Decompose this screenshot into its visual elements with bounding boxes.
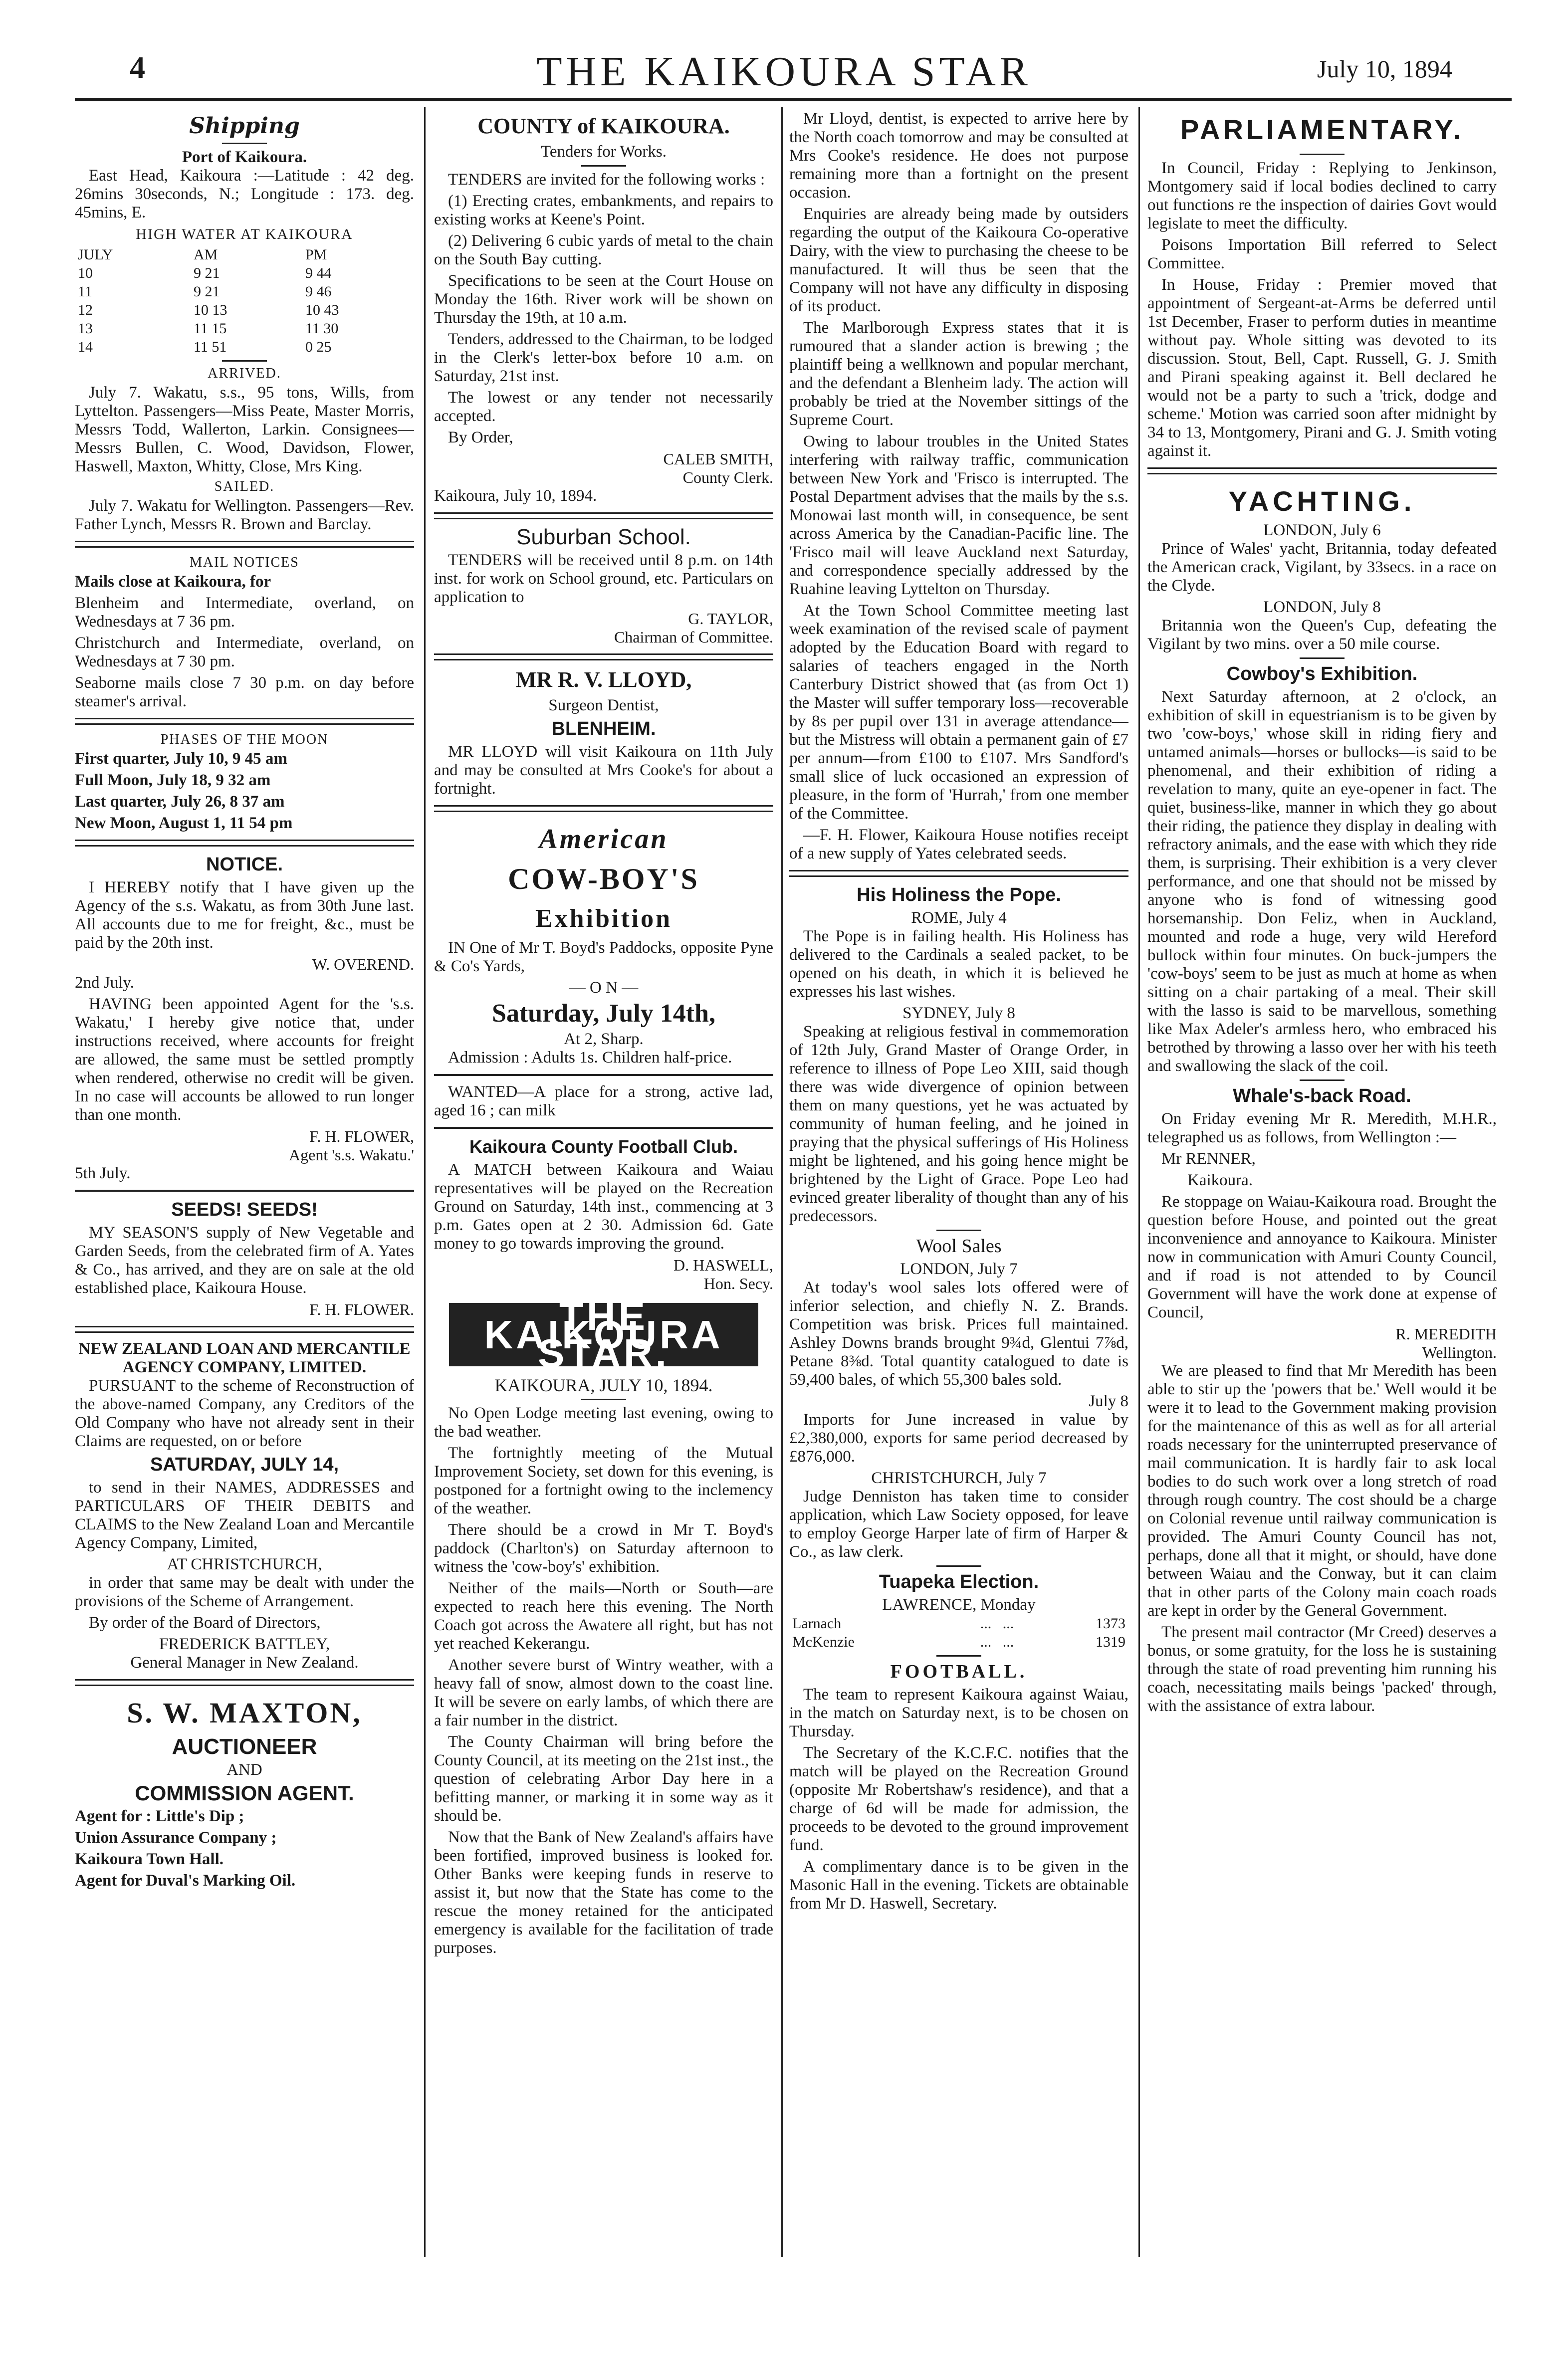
cell: 14 [78, 339, 93, 355]
cell: 11 51 [193, 339, 227, 355]
cell: 11 15 [193, 320, 227, 337]
divider [222, 143, 267, 144]
american-heading: American [539, 824, 669, 855]
seeds-text: MY SEASON'S supply of New Vegetable and Garden Seeds, from the celebrated firm of A. Yates & Co., has arrived, and they are on sale at the old established place, Kaikoura House. [75, 1224, 414, 1297]
divider [936, 1230, 981, 1231]
table-row [789, 1614, 1128, 1633]
cowboys-heading: COW-BOY'S [508, 862, 699, 895]
notice-date: 5th July. [75, 1164, 131, 1182]
parliamentary-heading: PARLIAMENTARY. [1180, 114, 1464, 145]
table-row [75, 338, 414, 356]
news-item: Enquiries are already being made by outsiders regarding the output of the Kaikoura Co-operative Dairy, with the view to purchasing the cheese to be manufactured. It will thus be seen that the Company will not have any difficulty in disposing of its product. [789, 205, 1128, 315]
wool-heading: Wool Sales [916, 1236, 1002, 1257]
tuapeka-heading: Tuapeka Election. [879, 1571, 1039, 1592]
news-item: Another severe burst of Wintry weather, with a heavy fall of snow, almost down to the coast line. It will be severe on early lambs, of which there are a fair number in the district. [434, 1656, 773, 1729]
news-item: The County Chairman will bring before the County Council, at its meeting on the 21st inst., the question of celebrating Arbor Day here in a befitting manner, or marking it in some way as it should be. [434, 1733, 773, 1825]
tender-text: TENDERS are invited for the following works : [448, 171, 765, 189]
editorial-date: KAIKOURA, JULY 10, 1894. [494, 1375, 713, 1395]
seeds-heading: SEEDS! SEEDS! [171, 1199, 318, 1220]
whaleback-heading: Whale's-back Road. [1233, 1085, 1411, 1106]
news-item: Judge Denniston has taken time to consider application, which Law Society opposed, for leave to employ George Harper late of firm of Harper & Co., as law clerk. [789, 1488, 1128, 1561]
cell: 0 25 [305, 339, 332, 355]
tender-text: Tenders, addressed to the Chairman, to be lodged in the Clerk's letter-box before 10 a.m. on Saturday, 21st inst. [434, 330, 773, 385]
high-water-heading: HIGH WATER AT KAIKOURA [136, 226, 353, 242]
news-item: Now that the Bank of New Zealand's affairs have been fortified, improved business is looked for. Other Banks were keeping funds in reserve to assist it, but now that the State has come to the rescue the money retained for the anticipated emergency is available for the facilitation of trade purposes. [434, 1828, 773, 1957]
nz-loan-heading: NEW ZEALAND LOAN AND MERCANTILE AGENCY COMPANY, LIMITED. [78, 1340, 411, 1376]
news-item: On Friday evening Mr R. Meredith, M.H.R., telegraphed us as follows, from Wellington :— [1147, 1110, 1497, 1146]
dateline: LONDON, July 7 [900, 1260, 1018, 1278]
news-item: Imports for June increased in value by £2,380,000, exports for same period decreased by £876,000. [789, 1411, 1128, 1466]
nz-text: PURSUANT to the scheme of Reconstruction of the above-named Company, any Creditors of the Old Company who have not already sent in their Claims are requested, on or before [75, 1377, 414, 1450]
cell: 10 [78, 265, 93, 281]
news-item: The Marlborough Express states that it is rumoured that a slander action is brewing ; the plaintiff being a wellknown and popular merchant, and the defendant a Blenheim lady. The action will probably be tried at the November sittings of the Supreme Court. [789, 319, 1128, 429]
dots: ... ... [980, 1615, 1014, 1632]
arrived-text: July 7. Wakatu, s.s., 95 tons, Wills, from Lyttelton. Passengers—Miss Peate, Master Morris, Messrs Todd, Wallerton, Larkin. Consignees—Messrs Bullen, C. Wood, Davidson, Flower, Haswell, Maxton, Whitty, Close, Mrs King. [75, 384, 414, 475]
notice-text: HAVING been appointed Agent for the 's.s. Wakatu,' I hereby give notice that, under instructions received, where accounts for freight are allowed, the same must be settled promptly when rendered, otherwise no credit will be given. In no case will accounts be allowed to run longer than one month. [75, 995, 414, 1124]
cell: 10 43 [305, 302, 339, 318]
port-heading: Port of Kaikoura. [182, 148, 307, 166]
mail-line: Christchurch and Intermediate, overland, on Wednesdays at 7 30 pm. [75, 634, 414, 670]
cell: 9 21 [193, 283, 220, 300]
school-text: TENDERS will be received until 8 p.m. on 14th inst. for work on School ground, etc. Particulars on application to [434, 551, 773, 606]
election-table [789, 1614, 1128, 1651]
column-1 [75, 110, 414, 2255]
notice-text: I HEREBY notify that I have given up the Agency of the s.s. Wakatu, as from 30th June last. All accounts due to me for freight, &c., must be paid by the 20th inst. [75, 878, 414, 952]
news-item: Britannia won the Queen's Cup, defeating the Vigilant by two mins. over a 50 mile course. [1147, 617, 1497, 653]
divider [581, 1399, 626, 1400]
news-item: In Council, Friday : Replying to Jenkinson, Montgomery said if local bodies declined to carry out functions re the inspection of dairies Govt would legislate to meet the difficulty. [1147, 159, 1497, 232]
divider [75, 840, 414, 847]
signature: Wellington. [1422, 1343, 1497, 1361]
time-text: At 2, Sharp. [564, 1030, 644, 1048]
arrived-heading: ARRIVED. [208, 366, 281, 381]
col-header: AM [193, 246, 218, 263]
dateline: LONDON, July 6 [1263, 521, 1381, 539]
divider [222, 360, 267, 362]
cell: 13 [78, 320, 93, 337]
agent-line: Union Assurance Company ; [75, 1829, 277, 1847]
nz-location: AT CHRISTCHURCH, [167, 1555, 322, 1573]
moon-line: First quarter, July 10, 9 45 am [75, 750, 287, 768]
news-item: Prince of Wales' yacht, Britannia, today defeated the American crack, Vigilant, by 33secs. in a race on the Clyde. [1147, 540, 1497, 595]
newspaper-title: THE KAIKOURA STAR [536, 48, 1032, 95]
page-number: 4 [130, 51, 145, 85]
county-heading: COUNTY of KAIKOURA. [477, 114, 730, 138]
lloyd-text: MR LLOYD will visit Kaikoura on 11th July and may be consulted at Mrs Cooke's for about a fortnight. [434, 743, 773, 798]
column-divider [424, 107, 426, 2257]
signature: FREDERICK BATTLEY, [159, 1635, 330, 1653]
lloyd-heading: MR R. V. LLOYD, [515, 667, 692, 692]
news-item: No Open Lodge meeting last evening, owing to the bad weather. [434, 1404, 773, 1441]
auctioneer-heading: AUCTIONEER [172, 1734, 317, 1759]
signature: F. H. FLOWER. [309, 1300, 414, 1318]
divider [75, 541, 414, 548]
addressee: Kaikoura. [1187, 1171, 1253, 1189]
candidate: McKenzie [792, 1634, 855, 1650]
news-item: —F. H. Flower, Kaikoura House notifies receipt of a new supply of Yates celebrated seeds. [789, 826, 1128, 862]
news-item: The team to represent Kaikoura against Waiau, in the match on Saturday next, is to be chosen on Thursday. [789, 1686, 1128, 1740]
football-text: A MATCH between Kaikoura and Waiau representatives will be played on the Recreation Ground on Saturday, 14th inst., commencing at 3 p.m. Gates open at 2 30. Admission 6d. Gate money to go towards improving the ground. [434, 1161, 773, 1253]
mail-heading: MAIL NOTICES [190, 555, 299, 570]
divider [936, 1655, 981, 1657]
divider [75, 718, 414, 725]
agent-line: Kaikoura Town Hall. [75, 1850, 224, 1868]
signature: County Clerk. [682, 468, 773, 486]
exhibition-heading: Exhibition [535, 904, 672, 933]
moon-heading: PHASES OF THE MOON [160, 732, 329, 747]
news-item: The fortnightly meeting of the Mutual Improvement Society, set down for this evening, is postponed for a fortnight owing to the inclemency of the weather. [434, 1444, 773, 1517]
divider [75, 1190, 414, 1192]
sailed-text: July 7. Wakatu for Wellington. Passengers—Rev. Father Lynch, Messrs R. Brown and Barclay. [75, 497, 414, 533]
dots: ... ... [980, 1634, 1014, 1650]
addressee: Mr RENNER, [1161, 1150, 1256, 1168]
dateline: July 8 [1089, 1392, 1128, 1410]
table-row [75, 301, 414, 319]
and-text: AND [226, 1761, 262, 1779]
football-club-heading: Kaikoura County Football Club. [469, 1136, 738, 1157]
nz-date: SATURDAY, JULY 14, [150, 1454, 339, 1475]
divider [936, 1565, 981, 1567]
tender-date: Kaikoura, July 10, 1894. [434, 487, 597, 505]
news-item: Neither of the mails—North or South—are expected to reach here this evening. The North Coach got across the Awatere all right, but has not yet reached Kekerangu. [434, 1579, 773, 1653]
signature: Hon. Secy. [703, 1275, 773, 1292]
table-row [75, 282, 414, 301]
col-header: JULY [78, 246, 113, 263]
table-row [789, 1633, 1128, 1651]
nz-text: By order of the Board of Directors, [89, 1614, 321, 1632]
news-item: In House, Friday : Premier moved that appointment of Sergeant-at-Arms be deferred until 1st December, Fraser to perform duties in meantime without pay. Whole sitting was devoted to its discussion. Stout, Bell, Capt. Russell, G. J. Smith and Pirani speaking against it. Bell declared he would not be a party to such a 'trick, dodge and scheme.' Motion was carried soon after midnight by 34 to 13, Montgomery, Pirani and G. J. Smith voting against it. [1147, 276, 1497, 460]
cell: 9 44 [305, 265, 332, 281]
high-water-table [75, 245, 414, 356]
news-item: There should be a crowd in Mr T. Boyd's paddock (Charlton's) on Saturday afternoon to witness the 'cow-boy's' exhibition. [434, 1521, 773, 1576]
news-item: Speaking at religious festival in commemoration of 12th July, Grand Master of Orange Order, in reference to illness of Pope Leo XIII, said though there was wide divergence of opinion between them on many questions, yet he was actuated by community of human feeling, and he joined in praying that the physical sufferings of His Holiness might be lightened, and his going hence might be brightened by the Light of Grace. Pope Leo had evinced greater liberality of thought than any of his predecessors. [789, 1023, 1128, 1225]
divider [434, 653, 773, 660]
candidate: Larnach [792, 1615, 842, 1632]
table-row [75, 319, 414, 338]
news-item: Next Saturday afternoon, at 2 o'clock, an exhibition of skill in equestrianism is to be given by two 'cow-boys,' whose skill in riding fiery and untamed animals—horses or bullocks—is said to be phenomenal, and their exhibition of riding a revelation to many, quite an eye-opener in fact. The quiet, business-like, manner in which they go about their riding, the patience they display in dealing with refractory animals, and the ease with which they ride them, is surprising. Their exhibition is a very clever performance, and one that should not be missed by anyone who is fond of witnessing good horsemanship. Don Feliz, when in Auckland, mounted and rode a huge, very wild Hereford bullock within four minutes. On buck-jumpers the 'cow-boys' seem to be just as much at home as when sitting on a chair partaking of a meal. Their skill with the lasso is said to be marvellous, something like Max Adeler's armless hero, who embraced his betrothed by throwing a lasso over her with his teeth and swallowing the slack of the coil. [1147, 688, 1497, 1075]
news-item: We are pleased to find that Mr Meredith has been able to stir up the 'powers that be.' Well would it be were it to lead to the Government making provision for the maintenance of this as well as for all arterial roads necessary for the uninterrupted preservance of mail communication. It is hardly fair to ask local bodies to do such work over a long stretch of road through rough country. The cost should be a charge on Colonial revenue until railway communication is provided. The Amuri County Council has not, perhaps, done all that it might, or should, have done between Waiau and the Conway, but it can claim that in other parts of the Colony main coach roads are kept in order by the General Government. [1147, 1362, 1497, 1620]
nz-text: to send in their NAMES, ADDRESSES and PARTICULARS OF THEIR DEBITS and CLAIMS to the New Zealand Loan and Mercantile Agency Company, Limited, [75, 1479, 414, 1552]
signature: W. OVEREND. [312, 955, 414, 973]
signature: R. MEREDITH [1395, 1325, 1497, 1343]
divider [1300, 657, 1344, 659]
tender-text: Specifications to be seen at the Court House on Monday the 16th. River work will be shown on Thursday the 19th, at 10 a.m. [434, 272, 773, 327]
masthead [0, 47, 1568, 112]
header-rule [75, 98, 1512, 101]
tender-text: (2) Delivering 6 cubic yards of metal to the chain on the South Bay cutting. [434, 232, 773, 268]
news-item: Owing to labour troubles in the United States interfering with railway traffic, communication between New York and 'Frisco is interrupted. The Postal Department advises that the mails by the s.s. Monowai last month will, in consequence, be sent across America by the Canadian-Pacific line. The 'Frisco mail will leave Auckland next Saturday, and correspondence specially addressed by the Ruahine leaving Lyttelton on Thursday. [789, 432, 1128, 598]
port-text: East Head, Kaikoura :—Latitude : 42 deg. 26mins 30seconds, N.; Longitude : 173. deg. 45mins, E. [75, 167, 414, 221]
tender-text: By Order, [448, 429, 513, 446]
votes: 1373 [1096, 1615, 1125, 1632]
signature: General Manager in New Zealand. [130, 1654, 359, 1672]
votes: 1319 [1096, 1634, 1125, 1650]
issue-date: July 10, 1894 [1317, 55, 1452, 83]
cell: 9 46 [305, 283, 332, 300]
maxton-heading: S. W. MAXTON, [127, 1697, 362, 1729]
divider [1147, 467, 1497, 474]
news-item: At today's wool sales lots offered were of inferior selection, and chiefly N. Z. Brands. Competition was brisk. Prices full maintained. Ashley Downs brands brought 9¾d, Glentui 7⅞d, Petane 8⅜d. Total quantity catalogued to date is 59,400 bales, of which 55,300 bales sold. [789, 1279, 1128, 1389]
sailed-heading: SAILED. [214, 479, 275, 494]
news-item: The present mail contractor (Mr Creed) deserves a bonus, or some gratuity, for the loss he is sustaining through the state of road preventing him running his coach, necessitating mails beings 'packed' through, with the assistance of extra labour. [1147, 1623, 1497, 1715]
column-divider [1138, 107, 1140, 2257]
col-header: PM [305, 246, 327, 263]
pope-heading: His Holiness the Pope. [857, 884, 1061, 905]
news-item: Re stoppage on Waiau-Kaikoura road. Brought the question before House, and pointed out the great inconvenience and annoyance to Kaikoura. Minister now in communication with Amuri County Council, and if road is not attended to by Council Government will have the work done at expense of Council, [1147, 1193, 1497, 1321]
cowboy-heading: Cowboy's Exhibition. [1226, 663, 1418, 684]
signature: CALEB SMITH, [663, 450, 773, 468]
column-3 [789, 110, 1128, 2255]
moon-line: New Moon, August 1, 11 54 pm [75, 814, 293, 832]
cell: 11 [78, 283, 92, 300]
dateline: ROME, July 4 [911, 909, 1007, 927]
on-text: — O N — [569, 979, 639, 997]
divider [434, 512, 773, 519]
mail-line: Seaborne mails close 7 30 p.m. on day before steamer's arrival. [75, 674, 414, 710]
divider [434, 1127, 773, 1129]
signature: D. HASWELL, [673, 1256, 773, 1274]
divider [1300, 1079, 1344, 1081]
news-item: The Pope is in failing health. His Holiness has delivered to the Cardinals a sealed packet, to be opened on his death, in which it is believed he expresses his last wishes. [789, 927, 1128, 1001]
cell: 9 21 [193, 265, 220, 281]
dateline: CHRISTCHURCH, July 7 [871, 1469, 1047, 1487]
column-divider [781, 107, 783, 2257]
moon-line: Full Moon, July 18, 9 32 am [75, 771, 271, 789]
cell: 10 13 [193, 302, 227, 318]
shipping-heading: Shipping [189, 113, 300, 139]
tender-text: The lowest or any tender not necessarily accepted. [434, 389, 773, 425]
cell: 12 [78, 302, 93, 318]
divider [75, 1679, 414, 1686]
blenheim-heading: BLENHEIM. [551, 718, 656, 739]
lloyd-subheading: Surgeon Dentist, [548, 696, 659, 714]
signature: Agent 's.s. Wakatu.' [289, 1146, 414, 1164]
notice-heading: NOTICE. [206, 854, 283, 875]
football-heading: FOOTBALL. [890, 1661, 1028, 1682]
signature: Chairman of Committee. [614, 628, 773, 646]
tender-text: (1) Erecting crates, embankments, and repairs to existing works at Keene's Point. [434, 192, 773, 228]
column-4 [1147, 110, 1497, 2255]
dateline: LAWRENCE, Monday [882, 1596, 1036, 1614]
star-banner: THE KAIKOURA STAR. [449, 1303, 758, 1366]
mail-line: Blenheim and Intermediate, overland, on Wednesdays at 7 36 pm. [75, 594, 414, 631]
dateline: LONDON, July 8 [1263, 598, 1381, 616]
dateline: SYDNEY, July 8 [902, 1004, 1015, 1022]
admission-text: Admission : Adults 1s. Children half-price. [448, 1049, 732, 1067]
news-item: The Secretary of the K.C.F.C. notifies that the match will be played on the Recreation Ground (opposite Mr Robertshaw's residence), and that a charge of 6d will be made for admission, the proceeds to be devoted to the ground improvement fund. [789, 1744, 1128, 1854]
news-item: Mr Lloyd, dentist, is expected to arrive here by the North coach tomorrow and may be consulted at Mrs Cooke's residence. He does not purpose remaining more than a fortnight on the present occasion. [789, 110, 1128, 202]
saturday-heading: Saturday, July 14th, [492, 999, 715, 1028]
divider [434, 805, 773, 812]
agent-line: Agent for : Little's Dip ; [75, 1807, 244, 1825]
news-item: A complimentary dance is to be given in the Masonic Hall in the evening. Tickets are obtainable from Mr D. Haswell, Secretary. [789, 1858, 1128, 1913]
divider [1300, 154, 1344, 155]
divider [581, 165, 626, 167]
divider [75, 1326, 414, 1333]
tenders-subheading: Tenders for Works. [541, 143, 667, 161]
news-item: Poisons Importation Bill referred to Select Committee. [1147, 236, 1497, 272]
divider [434, 1074, 773, 1076]
moon-line: Last quarter, July 26, 8 37 am [75, 793, 285, 811]
signature: F. H. FLOWER, [309, 1127, 414, 1145]
news-item: At the Town School Committee meeting last week examination of the revised scale of payment adopted by the Education Board with regard to salaries of teachers engaged in the North Canterbury District showed that (as from Oct 1) the Master will suffer temporary loss—recoverable by 8s per pupil over 131 in average attendance—but the Mistress will obtain a permanent gain of £7 per annum—from £100 to £107. Mrs Sandford's small slice of luck occasioned an expression of pleasure, in the form of 'Hurrah,' from one member of the Committee. [789, 602, 1128, 823]
suburban-heading: Suburban School. [516, 525, 691, 549]
table-header-row [75, 245, 414, 264]
nz-text: in order that same may be dealt with under the provisions of the Scheme of Arrangement. [75, 1574, 414, 1610]
exhibition-text: IN One of Mr T. Boyd's Paddocks, opposite Pyne & Co's Yards, [434, 939, 773, 975]
wanted-text: WANTED—A place for a strong, active lad, aged 16 ; can milk [434, 1083, 773, 1119]
yachting-heading: YACHTING. [1228, 485, 1416, 517]
divider [789, 870, 1128, 877]
mail-line: Mails close at Kaikoura, for [75, 573, 271, 591]
commission-heading: COMMISSION AGENT. [135, 1781, 354, 1805]
notice-date: 2nd July. [75, 974, 134, 992]
table-row [75, 264, 414, 282]
cell: 11 30 [305, 320, 339, 337]
signature: G. TAYLOR, [688, 610, 773, 628]
agent-line: Agent for Duval's Marking Oil. [75, 1872, 296, 1890]
column-2 [434, 110, 773, 2255]
